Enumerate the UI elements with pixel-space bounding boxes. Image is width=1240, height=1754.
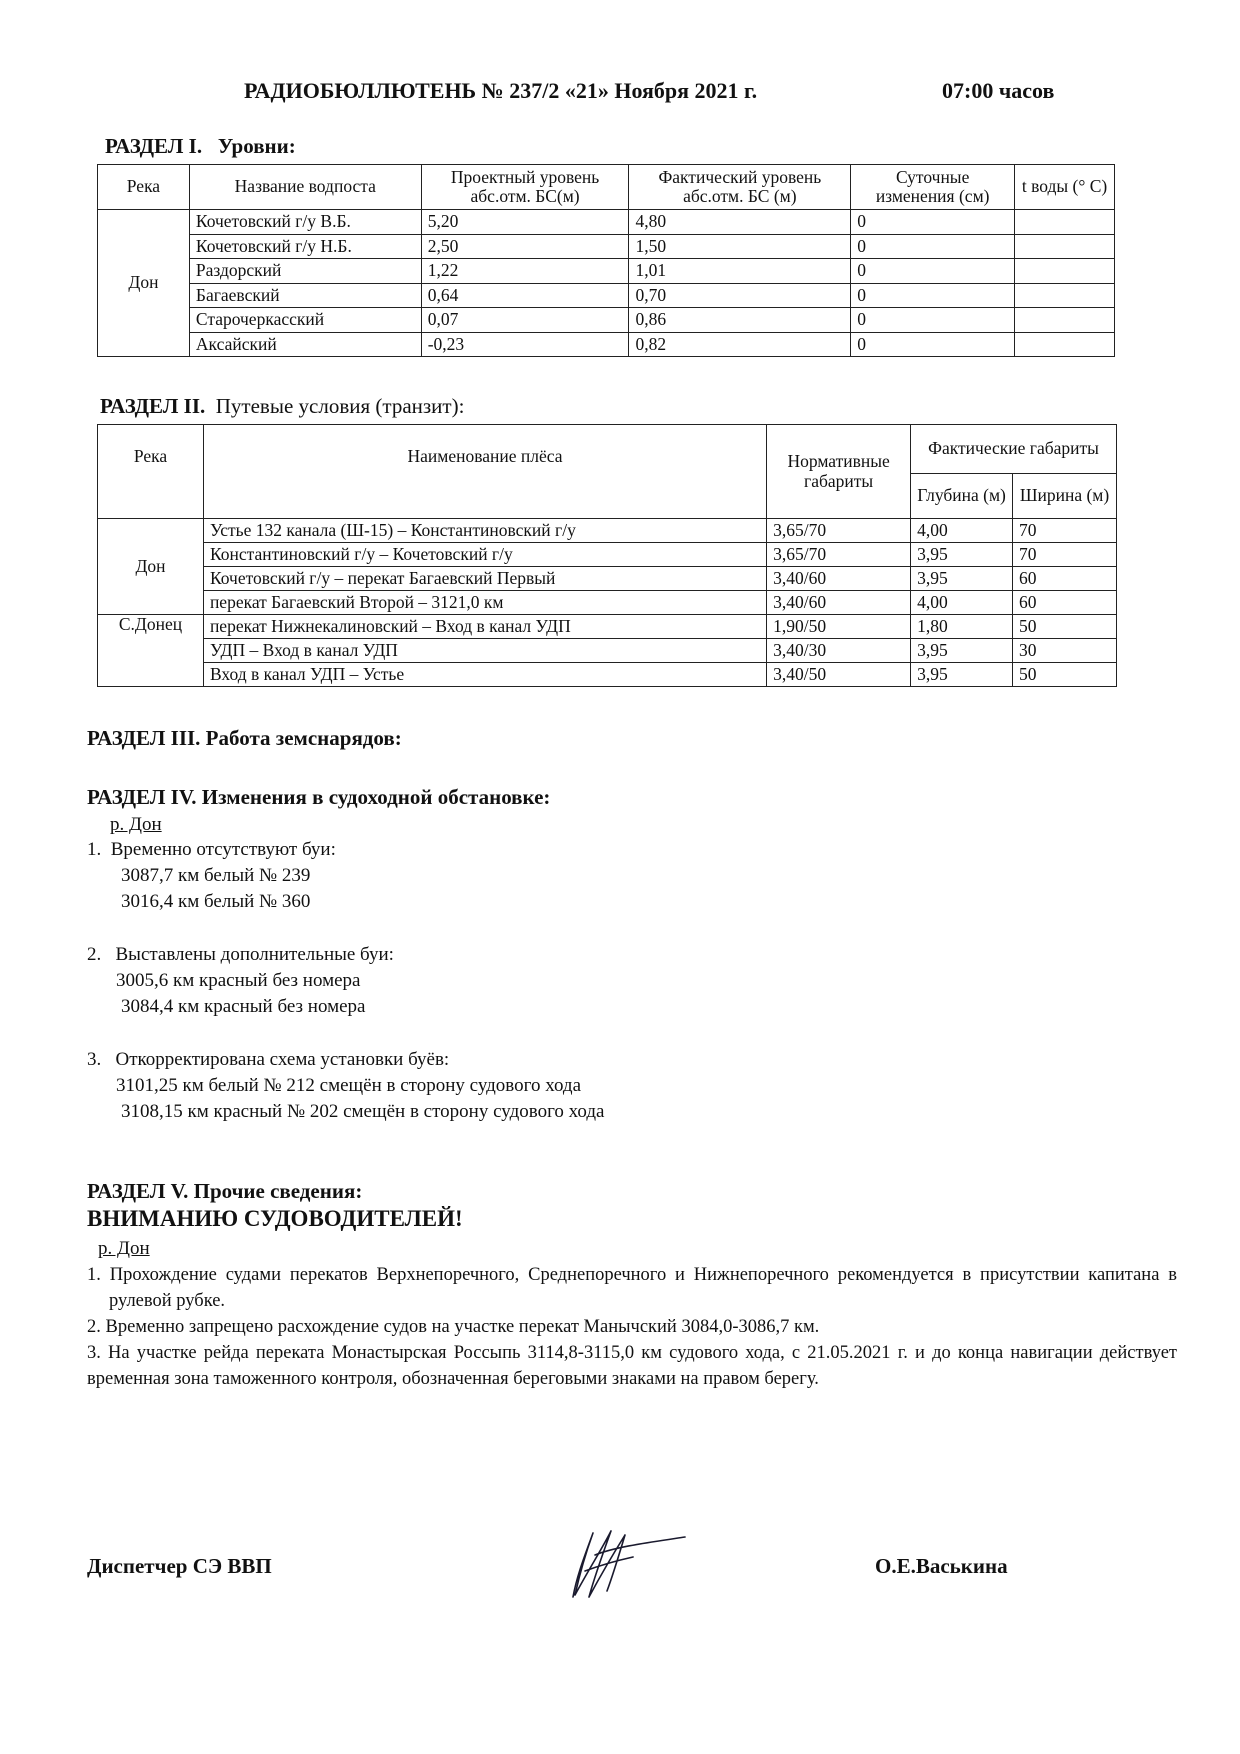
actual-cell: 0,86 — [629, 308, 851, 333]
width-cell: 60 — [1013, 591, 1117, 615]
section2-heading — [100, 394, 464, 419]
item-line: 3108,15 км красный № 202 смещён в сторону судового хода — [121, 1101, 605, 1122]
attention-heading: ВНИМАНИЮ СУДОВОДИТЕЛЕЙ! — [87, 1206, 463, 1231]
item-line: 3101,25 км белый № 212 смещён в сторону судового хода — [116, 1075, 582, 1096]
item-line: 3016,4 км белый № 360 — [121, 891, 311, 912]
stretch-cell: перекат Нижнекалиновский – Вход в канал УДП — [203, 615, 766, 639]
col-depth: Глубина (м) — [911, 474, 1013, 519]
table-row — [98, 283, 1115, 308]
normative-cell: 3,40/30 — [767, 639, 911, 663]
stretch-cell: перекат Багаевский Второй – 3121,0 км — [203, 591, 766, 615]
station-cell: Кочетовский г/у В.Б. — [189, 210, 421, 235]
normative-cell: 3,65/70 — [767, 543, 911, 567]
change-cell: 0 — [851, 259, 1015, 284]
item-number: 1. — [87, 839, 102, 860]
col-river: Река — [98, 165, 190, 210]
actual-cell: 0,82 — [629, 332, 851, 357]
station-cell: Кочетовский г/у Н.Б. — [189, 234, 421, 259]
depth-cell: 3,95 — [911, 663, 1013, 687]
list-item — [87, 837, 336, 863]
item-line: 3087,7 км белый № 239 — [121, 865, 311, 886]
item-line: 3005,6 км красный без номера — [116, 970, 361, 991]
river-cell: Дон — [98, 210, 190, 357]
item-line: 3084,4 км красный без номера — [121, 996, 366, 1017]
item-title: Временно отсутствуют буи: — [110, 839, 336, 860]
handwritten-signature — [555, 1525, 690, 1610]
width-cell: 70 — [1013, 519, 1117, 543]
river-cell: С.Донец — [98, 615, 204, 687]
temp-cell — [1015, 210, 1115, 235]
width-cell: 60 — [1013, 567, 1117, 591]
col-stretch: Наименование плёса — [203, 425, 766, 519]
section5-heading: РАЗДЕЛ V. Прочие сведения: — [87, 1179, 363, 1203]
section1-title: Уровни: — [217, 134, 296, 158]
section4-heading: РАЗДЕЛ IV. Изменения в судоходной обстановке: — [87, 785, 551, 809]
depth-cell: 4,00 — [911, 519, 1013, 543]
design-cell: 0,07 — [421, 308, 629, 333]
stretch-cell: УДП – Вход в канал УДП — [203, 639, 766, 663]
table-row — [98, 234, 1115, 259]
temp-cell — [1015, 234, 1115, 259]
list-item — [87, 1047, 449, 1073]
bulletin-time: 07:00 часов — [942, 78, 1055, 103]
normative-cell: 3,40/60 — [767, 567, 911, 591]
depth-cell: 1,80 — [911, 615, 1013, 639]
temp-cell — [1015, 259, 1115, 284]
transit-table — [97, 424, 1117, 687]
normative-cell: 3,65/70 — [767, 519, 911, 543]
stretch-cell: Константиновский г/у – Кочетовский г/у — [203, 543, 766, 567]
table-row — [98, 308, 1115, 333]
temp-cell — [1015, 308, 1115, 333]
note-item: 3. На участке рейда переката Монастырская Россыпь 3114,8-3115,0 км судового хода, с 21.05.2021 г. и до конца навигации действует временная зона таможенного контроля, обозначенная береговыми знаками на правом берегу. — [87, 1343, 1177, 1389]
depth-cell: 3,95 — [911, 567, 1013, 591]
col-actual-level: Фактический уровень абс.отм. БС (м) — [629, 165, 851, 210]
temp-cell — [1015, 283, 1115, 308]
col-water-temp: t воды (° C) — [1015, 165, 1115, 210]
actual-cell: 1,01 — [629, 259, 851, 284]
design-cell: 2,50 — [421, 234, 629, 259]
station-cell: Аксайский — [189, 332, 421, 357]
station-cell: Старочеркасский — [189, 308, 421, 333]
table-row — [98, 615, 1117, 639]
bulletin-number-date: РАДИОБЮЛЛЮТЕНЬ № 237/2 «21» Ноября 2021 г. — [244, 78, 758, 103]
table-row — [98, 259, 1115, 284]
dispatcher-name: О.Е.Васькина — [875, 1554, 1008, 1578]
col-river: Река — [98, 425, 204, 519]
table-row — [98, 639, 1117, 663]
change-cell: 0 — [851, 332, 1015, 357]
col-width: Ширина (м) — [1013, 474, 1117, 519]
width-cell: 70 — [1013, 543, 1117, 567]
table-row — [98, 210, 1115, 235]
col-normative: Нормативные габариты — [767, 425, 911, 519]
stretch-cell: Кочетовский г/у – перекат Багаевский Первый — [203, 567, 766, 591]
table-row — [98, 591, 1117, 615]
actual-cell: 1,50 — [629, 234, 851, 259]
levels-header-row — [98, 165, 1115, 210]
normative-cell: 1,90/50 — [767, 615, 911, 639]
table-row — [98, 663, 1117, 687]
levels-table — [97, 164, 1115, 357]
section5-river: р. Дон — [98, 1238, 150, 1259]
note-item: 1. Прохождение судами перекатов Верхнепоречного, Среднепоречного и Нижнепоречного рекомендуется в присутствии капитана в рулевой рубке. — [87, 1265, 1177, 1311]
design-cell: 0,64 — [421, 283, 629, 308]
notes-list — [87, 1262, 1177, 1392]
station-cell: Багаевский — [189, 283, 421, 308]
stretch-cell: Вход в канал УДП – Устье — [203, 663, 766, 687]
station-cell: Раздорский — [189, 259, 421, 284]
bulletin-title — [244, 78, 1055, 104]
section3-heading: РАЗДЕЛ III. Работа земснарядов: — [87, 726, 402, 750]
item-title: Выставлены дополнительные буи: — [115, 944, 394, 965]
col-station: Название водпоста — [189, 165, 421, 210]
width-cell: 50 — [1013, 663, 1117, 687]
design-cell: 5,20 — [421, 210, 629, 235]
change-cell: 0 — [851, 210, 1015, 235]
normative-cell: 3,40/60 — [767, 591, 911, 615]
temp-cell — [1015, 332, 1115, 357]
normative-cell: 3,40/50 — [767, 663, 911, 687]
river-cell: Дон — [98, 519, 204, 615]
width-cell: 50 — [1013, 615, 1117, 639]
change-cell: 0 — [851, 283, 1015, 308]
section1-number: РАЗДЕЛ I. — [105, 134, 203, 158]
width-cell: 30 — [1013, 639, 1117, 663]
section2-number: РАЗДЕЛ II. — [100, 394, 206, 418]
design-cell: -0,23 — [421, 332, 629, 357]
depth-cell: 3,95 — [911, 543, 1013, 567]
actual-cell: 4,80 — [629, 210, 851, 235]
section4-river: р. Дон — [110, 814, 162, 835]
dispatcher-position: Диспетчер СЭ ВВП — [87, 1554, 272, 1578]
signature-scribble — [555, 1525, 690, 1605]
col-design-level: Проектный уровень абс.отм. БС(м) — [421, 165, 629, 210]
table-row — [98, 519, 1117, 543]
transit-header-row — [98, 425, 1117, 474]
item-title: Откорректирована схема установки буёв: — [115, 1049, 450, 1070]
col-daily-change: Суточные изменения (см) — [851, 165, 1015, 210]
depth-cell: 4,00 — [911, 591, 1013, 615]
actual-cell: 0,70 — [629, 283, 851, 308]
table-row — [98, 332, 1115, 357]
section2-title: Путевые условия (транзит): — [215, 394, 465, 418]
section1-heading — [105, 134, 296, 159]
stretch-cell: Устье 132 канала (Ш-15) – Константиновский г/у — [203, 519, 766, 543]
note-item: 2. Временно запрещено расхождение судов на участке перекат Манычский 3084,0-3086,7 км. — [87, 1317, 820, 1337]
item-number: 2. — [87, 944, 102, 965]
depth-cell: 3,95 — [911, 639, 1013, 663]
item-number: 3. — [87, 1049, 102, 1070]
design-cell: 1,22 — [421, 259, 629, 284]
table-row — [98, 543, 1117, 567]
table-row — [98, 567, 1117, 591]
list-item — [87, 942, 394, 968]
col-actual-dims: Фактические габариты — [911, 425, 1117, 474]
change-cell: 0 — [851, 234, 1015, 259]
change-cell: 0 — [851, 308, 1015, 333]
